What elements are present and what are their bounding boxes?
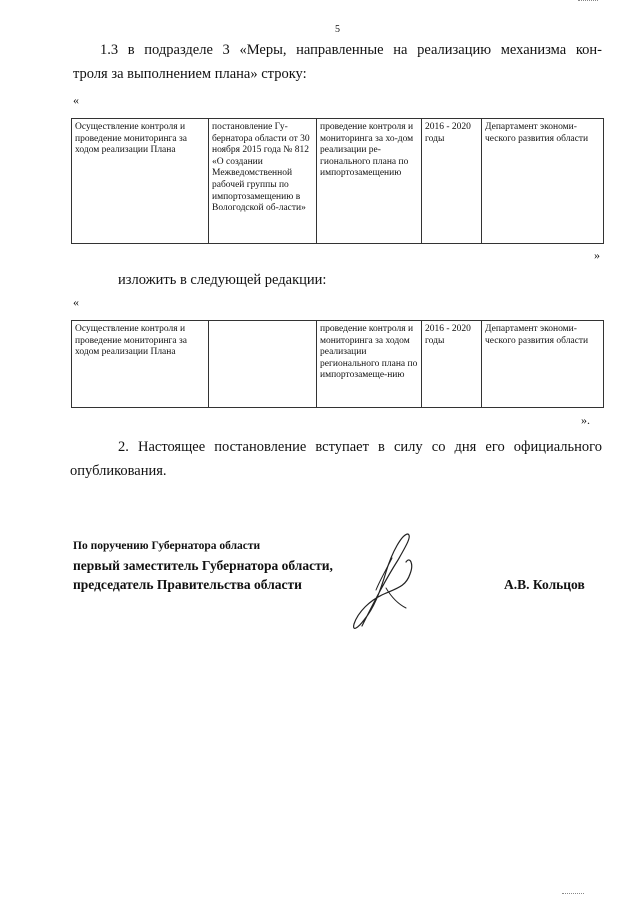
new-plan-row-table — [71, 320, 604, 408]
corner-mark — [578, 0, 598, 4]
paragraph-2-line-2: опубликования. — [70, 463, 167, 479]
measure-cell: Осуществление контроля и проведение мониторинга за ходом реализации Плана — [72, 119, 209, 244]
table-row — [72, 321, 604, 408]
page-number: 5 — [335, 24, 340, 35]
signatory-position: первый заместитель Губернатора области, — [73, 558, 333, 573]
measure-cell: Осуществление контроля и проведение мониторинга за ходом реализации Плана — [72, 321, 209, 408]
close-quote: » — [594, 248, 600, 262]
executor-cell: Департамент экономи-ческого развития области — [482, 119, 604, 244]
paragraph-1-line-2: троля за выполнением плана» строку: — [73, 66, 307, 82]
instruction-text: изложить в следующей редакции: — [118, 272, 327, 288]
period-cell: 2016 - 2020 годы — [422, 321, 482, 408]
legal-act-cell: постановление Гу-бернатора области от 30 ноября 2015 года № 812 «О создании Межведомственной рабочей группы по импортозамещению в Вологодской об-ласти» — [209, 119, 317, 244]
executor-cell: Департамент экономи-ческого развития области — [482, 321, 604, 408]
legal-act-cell — [209, 321, 317, 408]
footer-mark — [562, 893, 584, 894]
signature-on-behalf: По поручению Губернатора области — [73, 540, 261, 552]
old-plan-row-table — [71, 118, 604, 244]
signatory-position-2: председатель Правительства области — [73, 577, 302, 592]
paragraph-2-line-1: 2. Настоящее постановление вступает в силу со дня его официального — [118, 439, 602, 455]
close-quote-dot: ». — [581, 413, 590, 427]
table-row — [72, 119, 604, 244]
open-quote-2: « — [73, 295, 79, 309]
open-quote: « — [73, 93, 79, 107]
action-cell: проведение контроля и мониторинга за хо-дом реализации ре-гионального плана по импортозамещению — [317, 119, 422, 244]
handwritten-signature — [340, 528, 430, 638]
signatory-name: А.В. Кольцов — [504, 577, 585, 592]
period-cell: 2016 - 2020 годы — [422, 119, 482, 244]
action-cell: проведение контроля и мониторинга за ходом реализации регионального плана по импортозамеще-нию — [317, 321, 422, 408]
paragraph-1-line-1: 1.3 в подразделе 3 «Меры, направленные на реализацию механизма кон- — [100, 42, 602, 58]
